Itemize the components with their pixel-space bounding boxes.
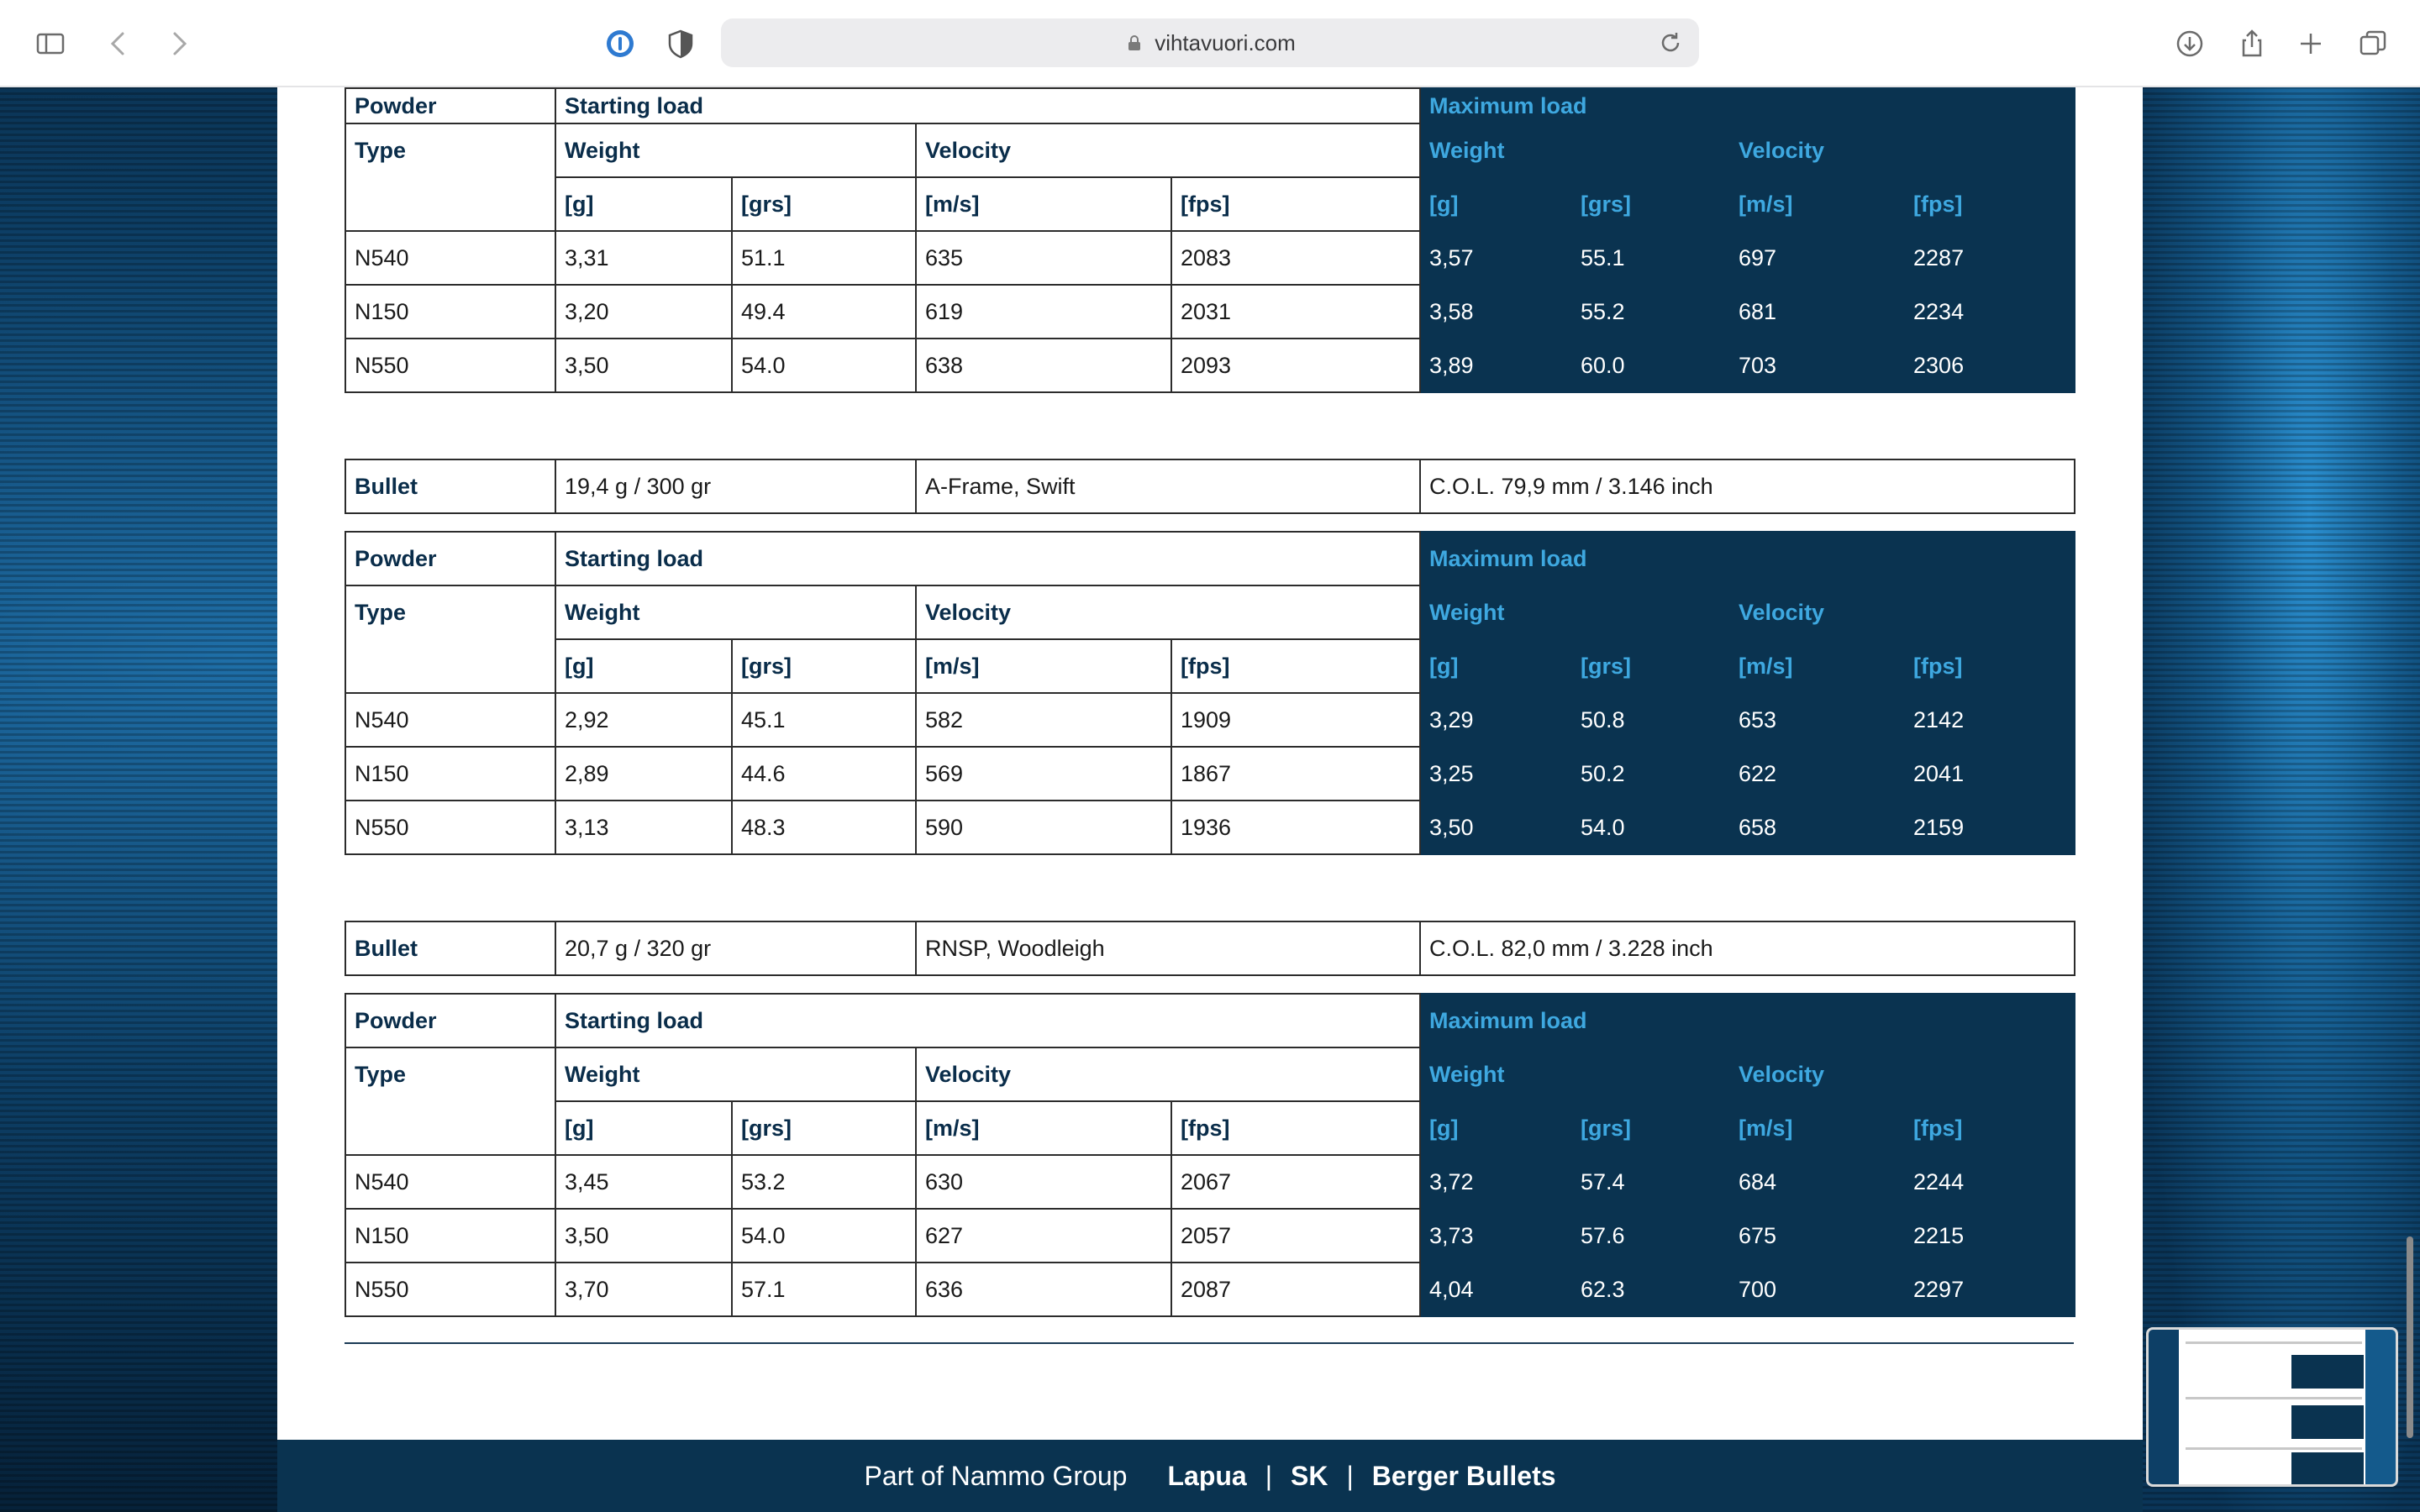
start-weight-grs: 54.0 — [732, 339, 916, 392]
max-weight-g: 3,72 — [1420, 1155, 1571, 1209]
start-weight-g: 2,89 — [555, 747, 732, 801]
max-unit-fps: [fps] — [1904, 1101, 2075, 1155]
max-unit-grs: [grs] — [1571, 177, 1729, 231]
starting-load-header: Starting load — [555, 88, 1420, 123]
start-weight-grs: 44.6 — [732, 747, 916, 801]
start-velocity-ms: 636 — [916, 1263, 1171, 1316]
unit-grs: [grs] — [732, 1101, 916, 1155]
max-weight-g: 3,50 — [1420, 801, 1571, 854]
max-weight-header: Weight — [1420, 1047, 1729, 1101]
max-velocity-header: Velocity — [1729, 1047, 2075, 1101]
load-table-3 — [345, 993, 2075, 1317]
table-row — [345, 1155, 2075, 1209]
start-velocity-fps: 2067 — [1171, 1155, 1420, 1209]
start-velocity-ms: 627 — [916, 1209, 1171, 1263]
table-row — [345, 693, 2075, 747]
max-weight-g: 3,89 — [1420, 339, 1571, 392]
minimap-block — [2291, 1355, 2364, 1389]
table-row — [345, 231, 2075, 285]
start-velocity-fps: 1909 — [1171, 693, 1420, 747]
unit-g: [g] — [555, 639, 732, 693]
starting-load-header: Starting load — [555, 994, 1420, 1047]
start-weight-g: 3,70 — [555, 1263, 732, 1316]
maximum-load-header: Maximum load — [1420, 88, 2075, 123]
tab-overview-icon[interactable] — [2349, 20, 2396, 67]
max-velocity-fps: 2306 — [1904, 339, 2075, 392]
unit-g: [g] — [555, 1101, 732, 1155]
start-velocity-ms: 582 — [916, 693, 1171, 747]
footer-link-berger-bullets[interactable]: Berger Bullets — [1371, 1460, 1556, 1491]
max-velocity-fps: 2234 — [1904, 285, 2075, 339]
max-unit-grs: [grs] — [1571, 1101, 1729, 1155]
table-row — [345, 801, 2075, 854]
table-row — [345, 747, 2075, 801]
max-velocity-fps: 2297 — [1904, 1263, 2075, 1316]
max-weight-grs: 57.6 — [1571, 1209, 1729, 1263]
unit-grs: [grs] — [732, 177, 916, 231]
table-row — [345, 1263, 2075, 1316]
sidebar-toggle-icon[interactable] — [27, 20, 74, 67]
start-weight-grs: 45.1 — [732, 693, 916, 747]
start-velocity-ms: 638 — [916, 339, 1171, 392]
scrollbar-thumb[interactable] — [2407, 1236, 2413, 1438]
site-footer — [277, 1440, 2143, 1512]
max-weight-grs: 62.3 — [1571, 1263, 1729, 1316]
bullet-info-3 — [345, 921, 2075, 976]
max-velocity-header: Velocity — [1729, 123, 2075, 177]
maximum-load-header: Maximum load — [1420, 532, 2075, 585]
start-weight-grs: 51.1 — [732, 231, 916, 285]
start-velocity-fps: 2057 — [1171, 1209, 1420, 1263]
start-velocity-fps: 2087 — [1171, 1263, 1420, 1316]
start-velocity-fps: 2093 — [1171, 339, 1420, 392]
start-weight-g: 3,45 — [555, 1155, 732, 1209]
footer-separator: | — [1346, 1460, 1354, 1491]
type-header: Type — [345, 123, 555, 231]
minimap-block — [2291, 1452, 2364, 1486]
footer-lead-text: Part of Nammo Group — [864, 1460, 1128, 1491]
footer-link-lapua[interactable]: Lapua — [1167, 1460, 1247, 1491]
max-unit-ms: [m/s] — [1729, 177, 1904, 231]
powder-type: N540 — [345, 1155, 555, 1209]
minimap-line — [2186, 1341, 2362, 1344]
powder-type: N150 — [345, 747, 555, 801]
start-velocity-ms: 619 — [916, 285, 1171, 339]
start-weight-grs: 53.2 — [732, 1155, 916, 1209]
max-weight-header: Weight — [1420, 585, 1729, 639]
downloads-icon[interactable] — [2166, 20, 2213, 67]
velocity-header: Velocity — [916, 123, 1420, 177]
powder-header: Powder — [345, 88, 555, 123]
max-unit-ms: [m/s] — [1729, 1101, 1904, 1155]
unit-grs: [grs] — [732, 639, 916, 693]
max-velocity-fps: 2159 — [1904, 801, 2075, 854]
start-velocity-ms: 569 — [916, 747, 1171, 801]
table-row — [345, 339, 2075, 392]
start-weight-g: 3,31 — [555, 231, 732, 285]
max-weight-grs: 54.0 — [1571, 801, 1729, 854]
unit-g: [g] — [555, 177, 732, 231]
browser-toolbar — [0, 0, 2420, 87]
bullet-label: Bullet — [345, 921, 555, 975]
unit-fps: [fps] — [1171, 1101, 1420, 1155]
unit-fps: [fps] — [1171, 177, 1420, 231]
type-header: Type — [345, 585, 555, 693]
weight-header: Weight — [555, 123, 916, 177]
back-icon[interactable] — [96, 20, 143, 67]
max-weight-grs: 50.8 — [1571, 693, 1729, 747]
max-weight-grs: 57.4 — [1571, 1155, 1729, 1209]
powder-header: Powder — [345, 532, 555, 585]
bullet-name: RNSP, Woodleigh — [916, 921, 1420, 975]
max-velocity-ms: 684 — [1729, 1155, 1904, 1209]
minimap-line — [2186, 1447, 2362, 1450]
max-unit-g: [g] — [1420, 639, 1571, 693]
max-weight-grs: 55.2 — [1571, 285, 1729, 339]
table-row — [345, 285, 2075, 339]
password-manager-icon[interactable] — [597, 20, 644, 67]
minimap-line — [2186, 1397, 2362, 1399]
powder-type: N150 — [345, 285, 555, 339]
max-weight-g: 3,57 — [1420, 231, 1571, 285]
load-table-2 — [345, 531, 2075, 855]
weight-header: Weight — [555, 1047, 916, 1101]
max-unit-fps: [fps] — [1904, 639, 2075, 693]
bullet-col: C.O.L. 79,9 mm / 3.146 inch — [1420, 459, 2075, 513]
max-velocity-fps: 2142 — [1904, 693, 2075, 747]
start-weight-g: 3,50 — [555, 339, 732, 392]
forward-icon[interactable] — [155, 20, 202, 67]
max-velocity-header: Velocity — [1729, 585, 2075, 639]
new-tab-icon[interactable] — [2287, 20, 2334, 67]
start-weight-grs: 54.0 — [732, 1209, 916, 1263]
start-weight-g: 3,13 — [555, 801, 732, 854]
start-weight-g: 3,50 — [555, 1209, 732, 1263]
type-header: Type — [345, 1047, 555, 1155]
start-weight-g: 2,92 — [555, 693, 732, 747]
share-icon[interactable] — [2228, 20, 2275, 67]
starting-load-header: Starting load — [555, 532, 1420, 585]
max-weight-g: 3,58 — [1420, 285, 1571, 339]
max-velocity-ms: 697 — [1729, 231, 1904, 285]
start-velocity-fps: 2031 — [1171, 285, 1420, 339]
powder-type: N150 — [345, 1209, 555, 1263]
max-velocity-fps: 2287 — [1904, 231, 2075, 285]
powder-type: N550 — [345, 801, 555, 854]
start-velocity-fps: 1867 — [1171, 747, 1420, 801]
start-weight-grs: 48.3 — [732, 801, 916, 854]
bullet-weight: 19,4 g / 300 gr — [555, 459, 916, 513]
max-unit-g: [g] — [1420, 177, 1571, 231]
url-text: vihtavuori.com — [1155, 29, 1296, 55]
bullet-info-2 — [345, 459, 2075, 514]
unit-ms: [m/s] — [916, 177, 1171, 231]
start-weight-grs: 49.4 — [732, 285, 916, 339]
bullet-weight: 20,7 g / 320 gr — [555, 921, 916, 975]
max-velocity-fps: 2215 — [1904, 1209, 2075, 1263]
max-velocity-ms: 675 — [1729, 1209, 1904, 1263]
unit-fps: [fps] — [1171, 639, 1420, 693]
minimap-right-bg — [2365, 1330, 2396, 1484]
powder-type: N540 — [345, 231, 555, 285]
table-row — [345, 1209, 2075, 1263]
start-velocity-ms: 635 — [916, 231, 1171, 285]
unit-ms: [m/s] — [916, 1101, 1171, 1155]
powder-header: Powder — [345, 994, 555, 1047]
max-velocity-fps: 2244 — [1904, 1155, 2075, 1209]
max-weight-g: 3,25 — [1420, 747, 1571, 801]
page-minimap[interactable] — [2146, 1327, 2398, 1487]
address-bar[interactable] — [721, 18, 1699, 67]
page-background-right — [2143, 87, 2420, 1512]
max-velocity-ms: 658 — [1729, 801, 1904, 854]
max-velocity-ms: 653 — [1729, 693, 1904, 747]
max-weight-grs: 60.0 — [1571, 339, 1729, 392]
max-unit-g: [g] — [1420, 1101, 1571, 1155]
footer-separator: | — [1265, 1460, 1273, 1491]
velocity-header: Velocity — [916, 1047, 1420, 1101]
start-velocity-ms: 590 — [916, 801, 1171, 854]
velocity-header: Velocity — [916, 585, 1420, 639]
max-weight-grs: 55.1 — [1571, 231, 1729, 285]
max-unit-fps: [fps] — [1904, 177, 2075, 231]
max-unit-ms: [m/s] — [1729, 639, 1904, 693]
max-velocity-ms: 700 — [1729, 1263, 1904, 1316]
bullet-label: Bullet — [345, 459, 555, 513]
max-velocity-ms: 622 — [1729, 747, 1904, 801]
powder-type: N550 — [345, 339, 555, 392]
powder-type: N540 — [345, 693, 555, 747]
max-weight-header: Weight — [1420, 123, 1729, 177]
max-weight-g: 3,73 — [1420, 1209, 1571, 1263]
start-velocity-fps: 2083 — [1171, 231, 1420, 285]
maximum-load-header: Maximum load — [1420, 994, 2075, 1047]
start-weight-g: 3,20 — [555, 285, 732, 339]
start-velocity-fps: 1936 — [1171, 801, 1420, 854]
powder-type: N550 — [345, 1263, 555, 1316]
max-unit-grs: [grs] — [1571, 639, 1729, 693]
privacy-shield-icon[interactable] — [657, 20, 704, 67]
minimap-left-bg — [2149, 1330, 2179, 1484]
start-velocity-ms: 630 — [916, 1155, 1171, 1209]
section-divider — [345, 1342, 2074, 1344]
bullet-name: A-Frame, Swift — [916, 459, 1420, 513]
lock-icon — [1124, 33, 1144, 53]
max-velocity-fps: 2041 — [1904, 747, 2075, 801]
minimap-block — [2291, 1405, 2364, 1439]
bullet-col: C.O.L. 82,0 mm / 3.228 inch — [1420, 921, 2075, 975]
footer-link-sk[interactable]: SK — [1291, 1460, 1328, 1491]
max-weight-g: 4,04 — [1420, 1263, 1571, 1316]
start-weight-grs: 57.1 — [732, 1263, 916, 1316]
load-table-1 — [345, 87, 2075, 393]
weight-header: Weight — [555, 585, 916, 639]
max-velocity-ms: 703 — [1729, 339, 1904, 392]
unit-ms: [m/s] — [916, 639, 1171, 693]
max-velocity-ms: 681 — [1729, 285, 1904, 339]
reload-icon[interactable] — [1657, 29, 1684, 56]
max-weight-grs: 50.2 — [1571, 747, 1729, 801]
max-weight-g: 3,29 — [1420, 693, 1571, 747]
